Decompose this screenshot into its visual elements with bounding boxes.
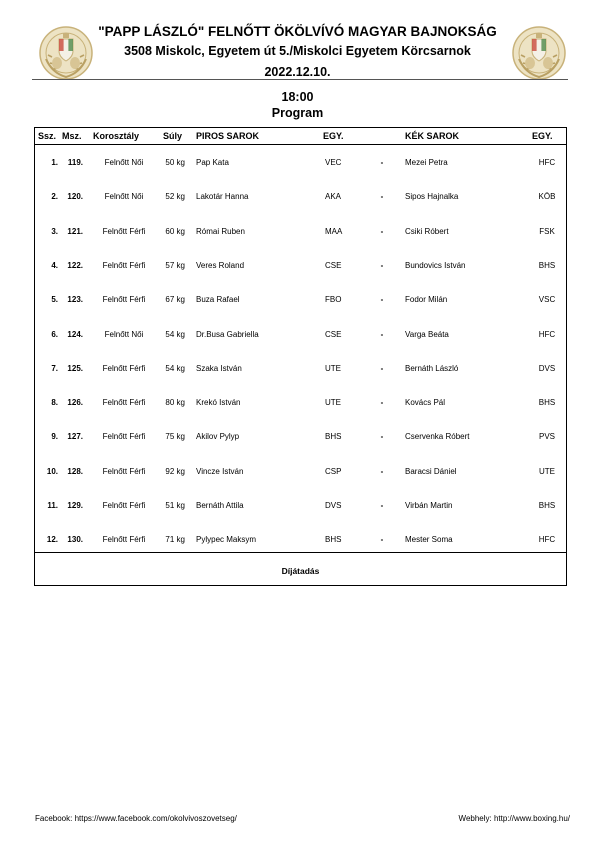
table-row xyxy=(35,328,566,344)
table-row xyxy=(35,465,566,481)
age-category: Felnőtt Férfi xyxy=(102,466,146,476)
ceremony-divider xyxy=(35,552,566,553)
weight-class: 71 kg xyxy=(165,535,185,545)
weight-class: 92 kg xyxy=(165,466,185,476)
blue-corner-boxer: Virbán Martin xyxy=(405,501,453,510)
red-corner-club: FBO xyxy=(325,295,342,305)
red-corner-club: MAA xyxy=(325,226,343,236)
age-category: Felnőtt Férfi xyxy=(102,535,146,545)
column-header-red-club: EGY. xyxy=(323,131,344,141)
weight-class: 57 kg xyxy=(165,260,185,270)
bout-number: 129. xyxy=(67,501,83,510)
championship-title: "PAPP LÁSZLÓ" FELNŐTT ÖKÖLVÍVÓ MAGYAR BAJNOKSÁG xyxy=(98,24,497,39)
red-corner-club: VEC xyxy=(325,158,342,167)
column-header-suly: Súly xyxy=(163,131,183,141)
blue-corner-boxer: Csiki Róbert xyxy=(405,226,449,236)
table-row xyxy=(35,499,566,515)
age-category: Felnőtt Férfi xyxy=(102,432,146,442)
event-date: 2022.12.10. xyxy=(264,65,331,79)
red-corner-boxer: Akilov Pylyp xyxy=(196,432,240,442)
bout-number: 125. xyxy=(67,363,83,373)
blue-corner-club: BHS xyxy=(538,260,556,270)
red-corner-boxer: Dr.Busa Gabriella xyxy=(196,329,259,339)
weight-class: 60 kg xyxy=(165,226,185,236)
footer-website: Webhely: http://www.boxing.hu/ xyxy=(458,814,570,823)
blue-corner-club: HFC xyxy=(538,158,556,167)
red-corner-club: CSE xyxy=(325,260,342,270)
versus-dash: - xyxy=(380,260,384,270)
row-number: 12. xyxy=(46,535,58,545)
age-category: Felnőtt Férfi xyxy=(102,295,146,305)
row-number: 7. xyxy=(51,363,58,373)
weight-class: 67 kg xyxy=(165,295,185,305)
blue-corner-boxer: Mester Soma xyxy=(405,535,453,545)
row-number: 4. xyxy=(51,260,58,270)
table-row xyxy=(35,396,566,412)
weight-class: 54 kg xyxy=(165,329,185,339)
red-corner-boxer: Szaka István xyxy=(196,363,242,373)
red-corner-boxer: Buza Rafael xyxy=(196,295,240,305)
age-category: Felnőtt Férfi xyxy=(102,226,146,236)
blue-corner-club: KÖB xyxy=(538,192,556,202)
versus-dash: - xyxy=(380,535,384,545)
bout-table xyxy=(34,127,567,586)
age-category: Felnőtt Férfi xyxy=(102,260,146,270)
table-row xyxy=(35,156,566,172)
blue-corner-club: VSC xyxy=(538,295,556,305)
bout-number: 119. xyxy=(67,158,83,167)
red-corner-boxer: Veres Roland xyxy=(196,260,245,270)
table-row xyxy=(35,225,566,241)
versus-dash: - xyxy=(380,398,384,408)
versus-dash: - xyxy=(380,192,384,202)
blue-corner-club: DVS xyxy=(538,363,556,373)
column-header-msz: Msz. xyxy=(62,131,82,141)
versus-dash: - xyxy=(380,501,384,510)
row-number: 8. xyxy=(51,398,58,408)
red-corner-boxer: Lakotár Hanna xyxy=(196,192,249,202)
session-label: Program xyxy=(271,106,324,120)
bout-number: 126. xyxy=(67,398,83,408)
row-number: 6. xyxy=(51,329,58,339)
blue-corner-club: BHS xyxy=(538,398,556,408)
bout-number: 123. xyxy=(67,295,83,305)
row-number: 2. xyxy=(51,192,58,202)
table-row xyxy=(35,362,566,378)
blue-corner-club: HFC xyxy=(538,329,556,339)
row-number: 10. xyxy=(46,466,58,476)
column-header-red-corner: PIROS SAROK xyxy=(196,131,260,141)
red-corner-club: BHS xyxy=(325,535,342,545)
red-corner-club: AKA xyxy=(325,192,342,202)
table-header xyxy=(35,128,566,145)
column-header-blue-club: EGY. xyxy=(532,131,553,141)
blue-corner-club: PVS xyxy=(538,432,555,442)
column-header-ssz: Ssz. xyxy=(38,131,57,141)
header-divider xyxy=(32,79,568,80)
red-corner-boxer: Római Ruben xyxy=(196,226,245,236)
session-time: 18:00 xyxy=(281,90,314,104)
bout-number: 130. xyxy=(67,535,83,545)
red-corner-club: UTE xyxy=(325,398,341,408)
table-row xyxy=(35,293,566,309)
blue-corner-boxer: Varga Beáta xyxy=(405,329,449,339)
column-header-korosztaly: Korosztály xyxy=(93,131,140,141)
bout-number: 127. xyxy=(67,432,83,442)
row-number: 3. xyxy=(51,226,58,236)
award-ceremony-label: Díjátadás xyxy=(281,566,320,576)
red-corner-boxer: Pap Kata xyxy=(196,158,229,167)
row-number: 5. xyxy=(51,295,58,305)
bout-number: 128. xyxy=(67,466,83,476)
versus-dash: - xyxy=(380,329,384,339)
blue-corner-club: HFC xyxy=(538,535,556,545)
red-corner-club: UTE xyxy=(325,363,341,373)
age-category: Felnőtt Női xyxy=(104,158,144,167)
age-category: Felnőtt Férfi xyxy=(102,363,146,373)
row-number: 1. xyxy=(51,158,58,167)
versus-dash: - xyxy=(380,226,384,236)
bout-number: 124. xyxy=(67,329,83,339)
red-corner-club: DVS xyxy=(325,501,342,510)
table-row xyxy=(35,430,566,446)
row-number: 11. xyxy=(47,501,58,510)
versus-dash: - xyxy=(380,158,384,167)
red-corner-boxer: Krekó István xyxy=(196,398,241,408)
bout-number: 122. xyxy=(67,260,83,270)
versus-dash: - xyxy=(380,466,384,476)
blue-corner-boxer: Cservenka Róbert xyxy=(405,432,470,442)
versus-dash: - xyxy=(380,432,384,442)
red-corner-boxer: Bernáth Attila xyxy=(196,501,244,510)
blue-corner-boxer: Baracsi Dániel xyxy=(405,466,457,476)
red-corner-club: CSE xyxy=(325,329,342,339)
footer-facebook: Facebook: https://www.facebook.com/okolvivoszovetseg/ xyxy=(35,814,237,823)
blue-corner-boxer: Fodor Milán xyxy=(405,295,448,305)
red-corner-club: CSP xyxy=(325,466,342,476)
table-row xyxy=(35,259,566,275)
blue-corner-club: UTE xyxy=(539,466,555,476)
weight-class: 50 kg xyxy=(165,158,185,167)
venue-address: 3508 Miskolc, Egyetem út 5./Miskolci Egyetem Körcsarnok xyxy=(124,44,471,58)
weight-class: 54 kg xyxy=(165,363,185,373)
blue-corner-boxer: Mezei Petra xyxy=(405,158,448,167)
bout-number: 121. xyxy=(67,226,83,236)
table-row xyxy=(35,190,566,206)
weight-class: 75 kg xyxy=(165,432,185,442)
versus-dash: - xyxy=(380,295,384,305)
bout-number: 120. xyxy=(67,192,83,202)
blue-corner-boxer: Bernáth László xyxy=(405,363,459,373)
age-category: Felnőtt Férfi xyxy=(102,398,146,408)
red-corner-club: BHS xyxy=(325,432,342,442)
column-header-blue-corner: KÉK SAROK xyxy=(405,131,460,141)
weight-class: 51 kg xyxy=(165,501,185,510)
age-category: Felnőtt Férfi xyxy=(102,501,146,510)
row-number: 9. xyxy=(51,432,58,442)
age-category: Felnőtt Női xyxy=(104,192,144,202)
table-row xyxy=(35,533,566,549)
blue-corner-club: FSK xyxy=(539,226,555,236)
blue-corner-boxer: Bundovics István xyxy=(405,260,466,270)
blue-corner-club: BHS xyxy=(538,501,556,510)
red-corner-boxer: Vincze István xyxy=(196,466,244,476)
versus-dash: - xyxy=(380,363,384,373)
red-corner-boxer: Pylypec Maksym xyxy=(196,535,257,545)
blue-corner-boxer: Kovács Pál xyxy=(405,398,446,408)
weight-class: 80 kg xyxy=(165,398,185,408)
weight-class: 52 kg xyxy=(165,192,185,202)
age-category: Felnőtt Női xyxy=(104,329,144,339)
blue-corner-boxer: Sipos Hajnalka xyxy=(405,192,459,202)
